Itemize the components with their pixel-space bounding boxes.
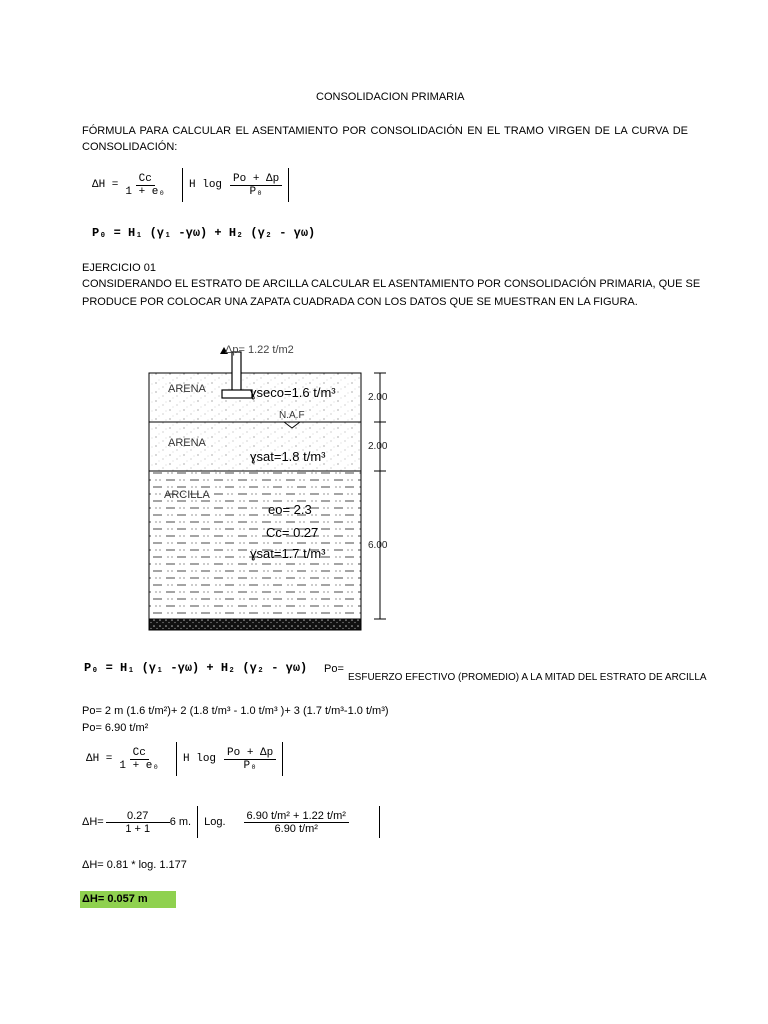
formula-lhs: ΔH = [92,179,119,191]
po-description: ESFUERZO EFECTIVO (PROMEDIO) A LA MITAD DEL ESTRATO DE ARCILLA [348,672,707,683]
load-label: Δp= 1.22 t/m2 [225,344,294,356]
log-den: 6.90 t/m² [274,822,318,835]
formula2-lhs: ΔH = [86,753,113,765]
formula-bracket [182,168,289,202]
cc-fraction [106,810,170,835]
formula-fraction [122,173,168,198]
log-bracket [197,806,349,838]
formula2-frac-den: 1 + e₀ [119,759,160,772]
layer1-property: ɣseco=1.6 t/m³ [250,385,336,400]
dimension-line [374,373,386,619]
layer2-name: ARENA [168,437,206,449]
log-bracket-close [379,806,380,838]
h-multiplier: 6 m. [169,816,192,828]
formula2-frac-num: Cc [130,747,149,760]
log-label: Log. [204,816,226,828]
bedrock [149,619,361,630]
po-formula: P₀ = H₁ (γ₁ -γω) + H₂ (γ₂ - γω) [92,226,316,240]
formula2-inner-den: P₀ [243,759,257,772]
formula-inner-num: Po + Δp [230,173,282,186]
layer1-name: ARENA [168,383,206,395]
exercise-line-2: PRODUCE POR COLOCAR UNA ZAPATA CUADRADA CON LOS DATOS QUE SE MUESTRAN EN LA FIGURA. [82,296,638,308]
dh-label: ΔH= [82,816,104,828]
po-label: Po= [324,663,344,675]
layer3-property: ɣsat=1.7 t/m³ [250,546,326,561]
formula2-h-log: H log [183,753,217,765]
substituted-formula [82,802,380,842]
formula2-fraction [116,747,162,772]
cc-num: 0.27 [106,810,170,823]
formula-frac-den: 1 + e₀ [125,185,166,198]
po-expression: Po= 2 m (1.6 t/m²)+ 2 (1.8 t/m³ - 1.0 t/m³ )+ 3 (1.7 t/m³-1.0 t/m³) [82,705,389,717]
dimension-3: 6.00 [368,540,388,551]
dh-result: ΔH= 0.057 m [80,891,176,908]
po-formula-2: P₀ = H₁ (γ₁ -γω) + H₂ (γ₂ - γω) [84,661,308,675]
intro-line-2: CONSOLIDACIÓN: [82,141,178,153]
void-ratio-label: eo= 2.3 [268,502,312,517]
settlement-formula [92,165,289,205]
layer3-name: ARCILLA [164,489,210,501]
dimension-2: 2.00 [368,441,388,452]
dh-step: ΔH= 0.81 * log. 1.177 [82,859,187,871]
soil-profile-figure [140,336,410,636]
exercise-line-1: CONSIDERANDO EL ESTRATO DE ARCILLA CALCULAR EL ASENTAMIENTO POR CONSOLIDACIÓN PRIMARIA, QUE SE [82,278,701,290]
log-fraction [244,810,349,835]
exercise-heading: EJERCICIO 01 [82,262,156,274]
cc-den: 1 + 1 [125,822,151,835]
formula-frac-num: Cc [136,173,155,186]
formula-inner-den: P₀ [249,185,263,198]
page-title: CONSOLIDACION PRIMARIA [316,91,465,103]
log-num: 6.90 t/m² + 1.22 t/m² [244,810,349,823]
po-result: Po= 6.90 t/m² [82,722,149,734]
formula-h-log: H log [189,179,223,191]
dimension-1: 2.00 [368,392,388,403]
formula2-inner-fraction [224,747,276,772]
layer2-property: ɣsat=1.8 t/m³ [250,449,326,464]
compression-index-label: Cc= 0.27 [266,525,319,540]
formula2-bracket [176,742,283,776]
formula2-inner-num: Po + Δp [224,747,276,760]
naf-label: N.A.F [279,410,305,421]
intro-line-1: FÓRMULA PARA CALCULAR EL ASENTAMIENTO POR CONSOLIDACIÓN EN EL TRAMO VIRGEN DE LA CURVA DE [82,125,688,137]
formula-inner-fraction [230,173,282,198]
settlement-formula-2 [86,739,283,779]
